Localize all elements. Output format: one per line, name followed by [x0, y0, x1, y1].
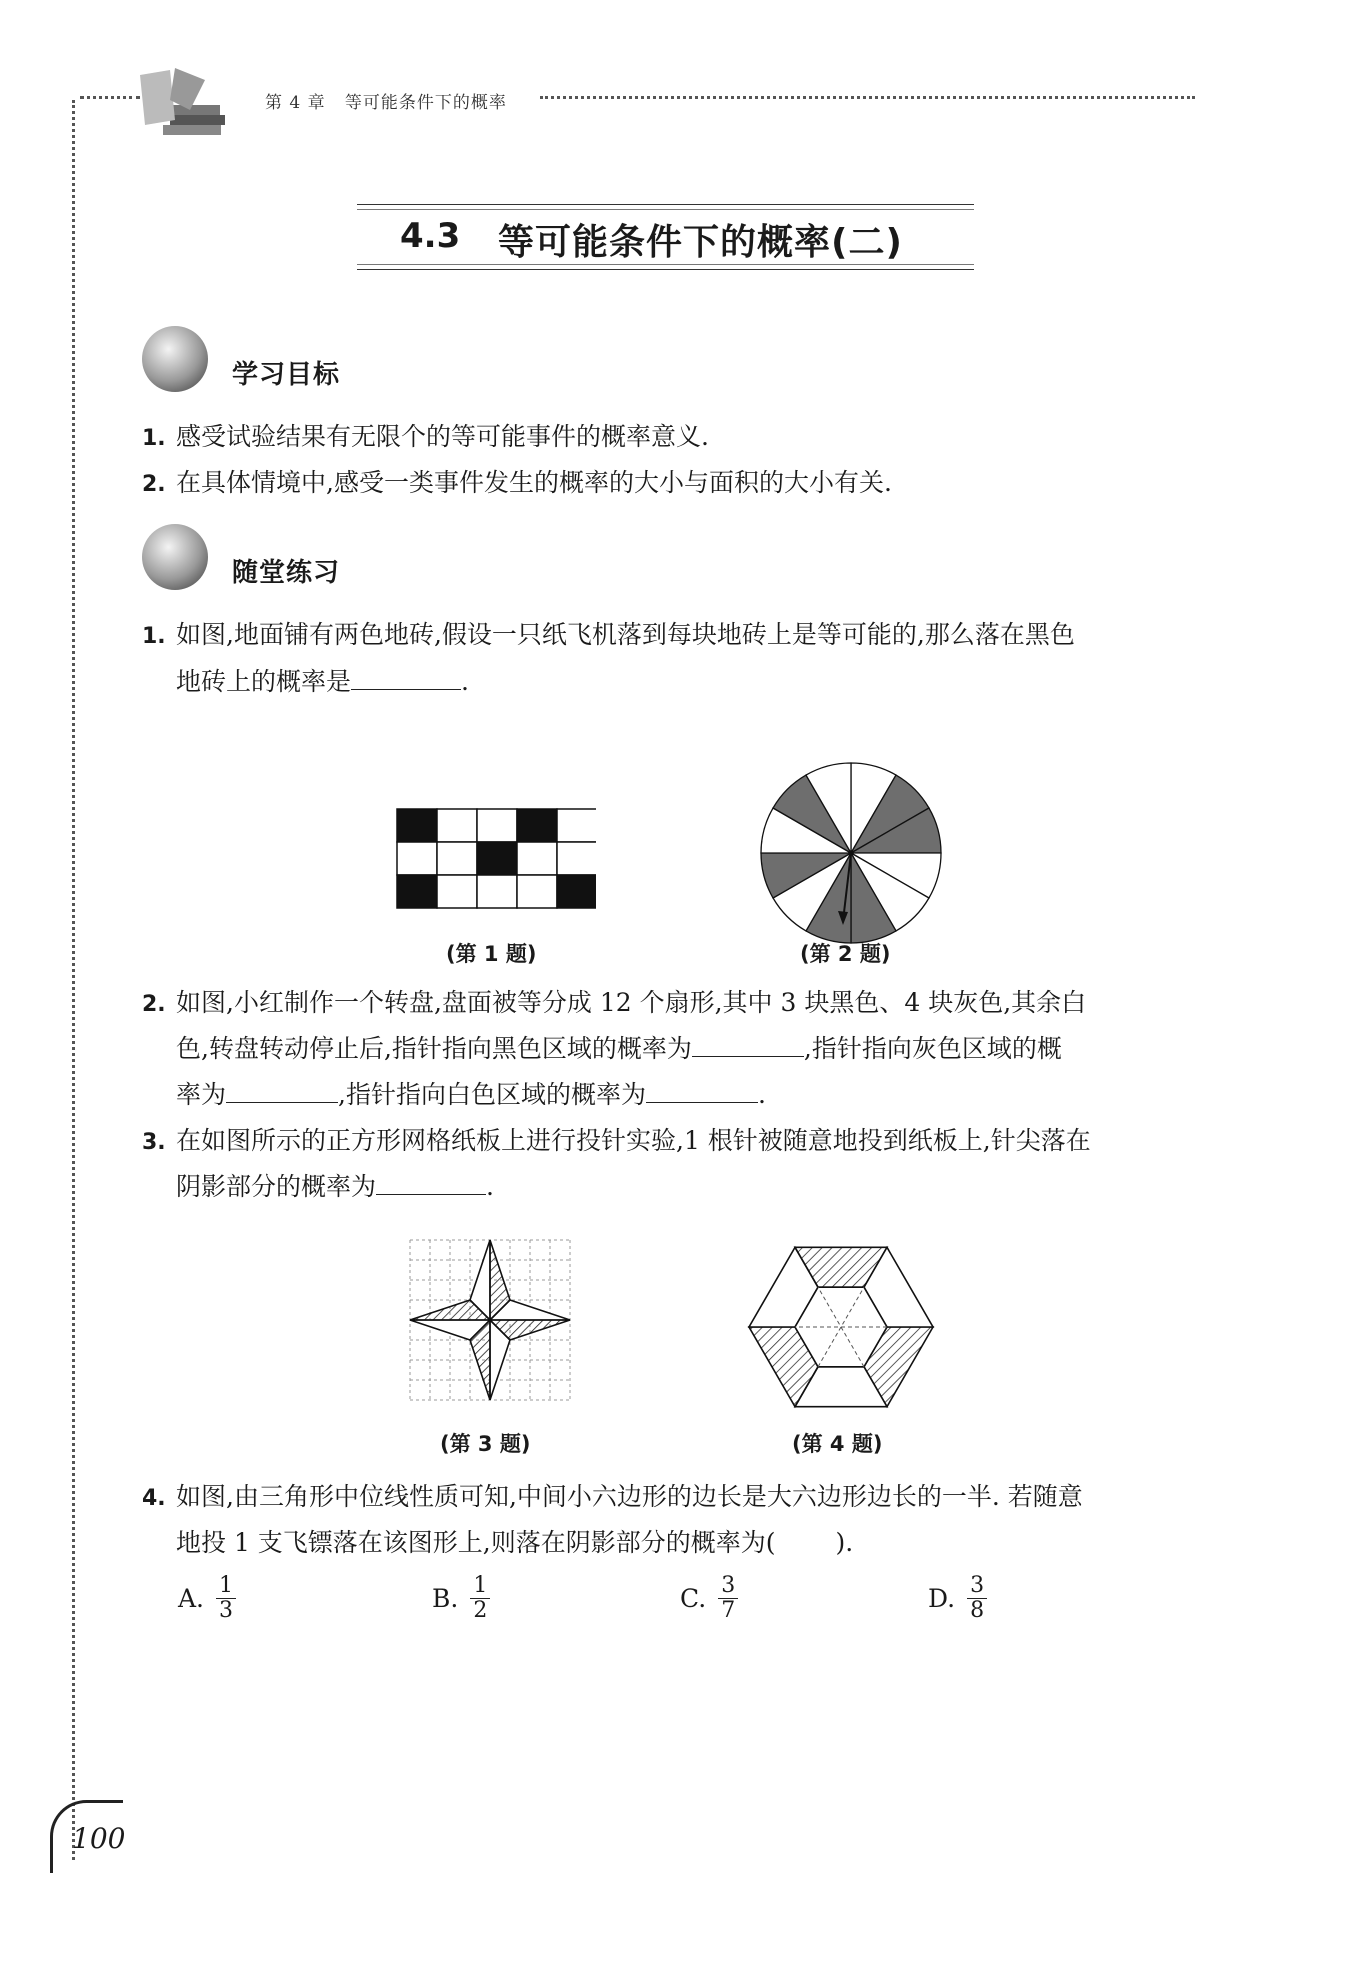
answer-blank[interactable]	[351, 667, 461, 690]
figure-2-caption: (第 2 题)	[800, 942, 891, 966]
question-4-line-1: 4. 如图,由三角形中位线性质可知,中间小六边形的边长是大六边形边长的一半. 若随意	[142, 1482, 1083, 1511]
figure-4-hexagon	[746, 1244, 936, 1414]
question-1-line-2: 地砖上的概率是 .	[176, 667, 469, 696]
black-tile	[397, 875, 437, 908]
logo-books-icon	[135, 60, 235, 140]
practice-heading: 随堂练习	[232, 558, 341, 588]
objectives-globe-icon	[142, 326, 208, 392]
header-dotted-line-left	[80, 96, 140, 99]
choice-c[interactable]: C. $\frac{3}{7}$	[680, 1574, 738, 1623]
figure-3-caption: (第 3 题)	[440, 1432, 531, 1456]
objective-1: 1. 感受试验结果有无限个的等可能事件的概率意义.	[142, 422, 709, 451]
white-tile	[517, 875, 557, 908]
figure-3-star-grid	[406, 1236, 574, 1408]
black-tile	[557, 875, 596, 908]
question-2-line-2: 色,转盘转动停止后,指针指向黑色区域的概率为 ,指针指向灰色区域的概	[176, 1034, 1062, 1063]
page-number: 100	[72, 1822, 126, 1855]
question-2-line-1: 2. 如图,小红制作一个转盘,盘面被等分成 12 个扇形,其中 3 块黑色、4 块灰色,其余白	[142, 988, 1087, 1017]
figure-1-caption: (第 1 题)	[446, 942, 537, 966]
running-header: 第 4 章 等可能条件下的概率	[265, 93, 507, 113]
question-3-line-1: 3. 在如图所示的正方形网格纸板上进行投针实验,1 根针被随意地投到纸板上,针尖落在	[142, 1126, 1091, 1155]
answer-blank[interactable]	[646, 1080, 758, 1103]
objective-2: 2. 在具体情境中,感受一类事件发生的概率的大小与面积的大小有关.	[142, 468, 892, 497]
answer-blank[interactable]	[376, 1172, 486, 1195]
question-4-line-2: 地投 1 支飞镖落在该图形上,则落在阴影部分的概率为( ).	[176, 1528, 854, 1557]
white-tile	[557, 842, 596, 875]
figure-2-spinner	[758, 760, 944, 950]
black-tile	[517, 809, 557, 842]
question-1-line-1: 1. 如图,地面铺有两色地砖,假设一只纸飞机落到每块地砖上是等可能的,那么落在黑色	[142, 620, 1075, 649]
choice-d[interactable]: D. $\frac{3}{8}$	[928, 1574, 987, 1623]
white-tile	[517, 842, 557, 875]
white-tile	[477, 875, 517, 908]
answer-blank[interactable]	[692, 1034, 804, 1057]
objectives-heading: 学习目标	[232, 360, 341, 390]
answer-blank[interactable]	[226, 1080, 338, 1103]
white-tile	[437, 842, 477, 875]
white-tile	[477, 809, 517, 842]
section-number: 4.3	[400, 216, 461, 256]
practice-globe-icon	[142, 524, 208, 590]
white-tile	[557, 809, 596, 842]
figure-4-caption: (第 4 题)	[792, 1432, 883, 1456]
black-tile	[477, 842, 517, 875]
margin-dotted-line	[72, 100, 75, 1860]
question-2-line-3: 率为 ,指针指向白色区域的概率为 .	[176, 1080, 766, 1109]
figure-1-tiles	[396, 808, 596, 916]
white-tile	[437, 875, 477, 908]
white-tile	[397, 842, 437, 875]
white-tile	[437, 809, 477, 842]
black-tile	[397, 809, 437, 842]
section-title: 等可能条件下的概率(二)	[498, 222, 903, 263]
choice-b[interactable]: B. $\frac{1}{2}$	[432, 1574, 490, 1623]
header-dotted-line	[540, 96, 1195, 99]
choice-a[interactable]: A. $\frac{1}{3}$	[178, 1574, 236, 1623]
question-3-line-2: 阴影部分的概率为 .	[176, 1172, 494, 1201]
